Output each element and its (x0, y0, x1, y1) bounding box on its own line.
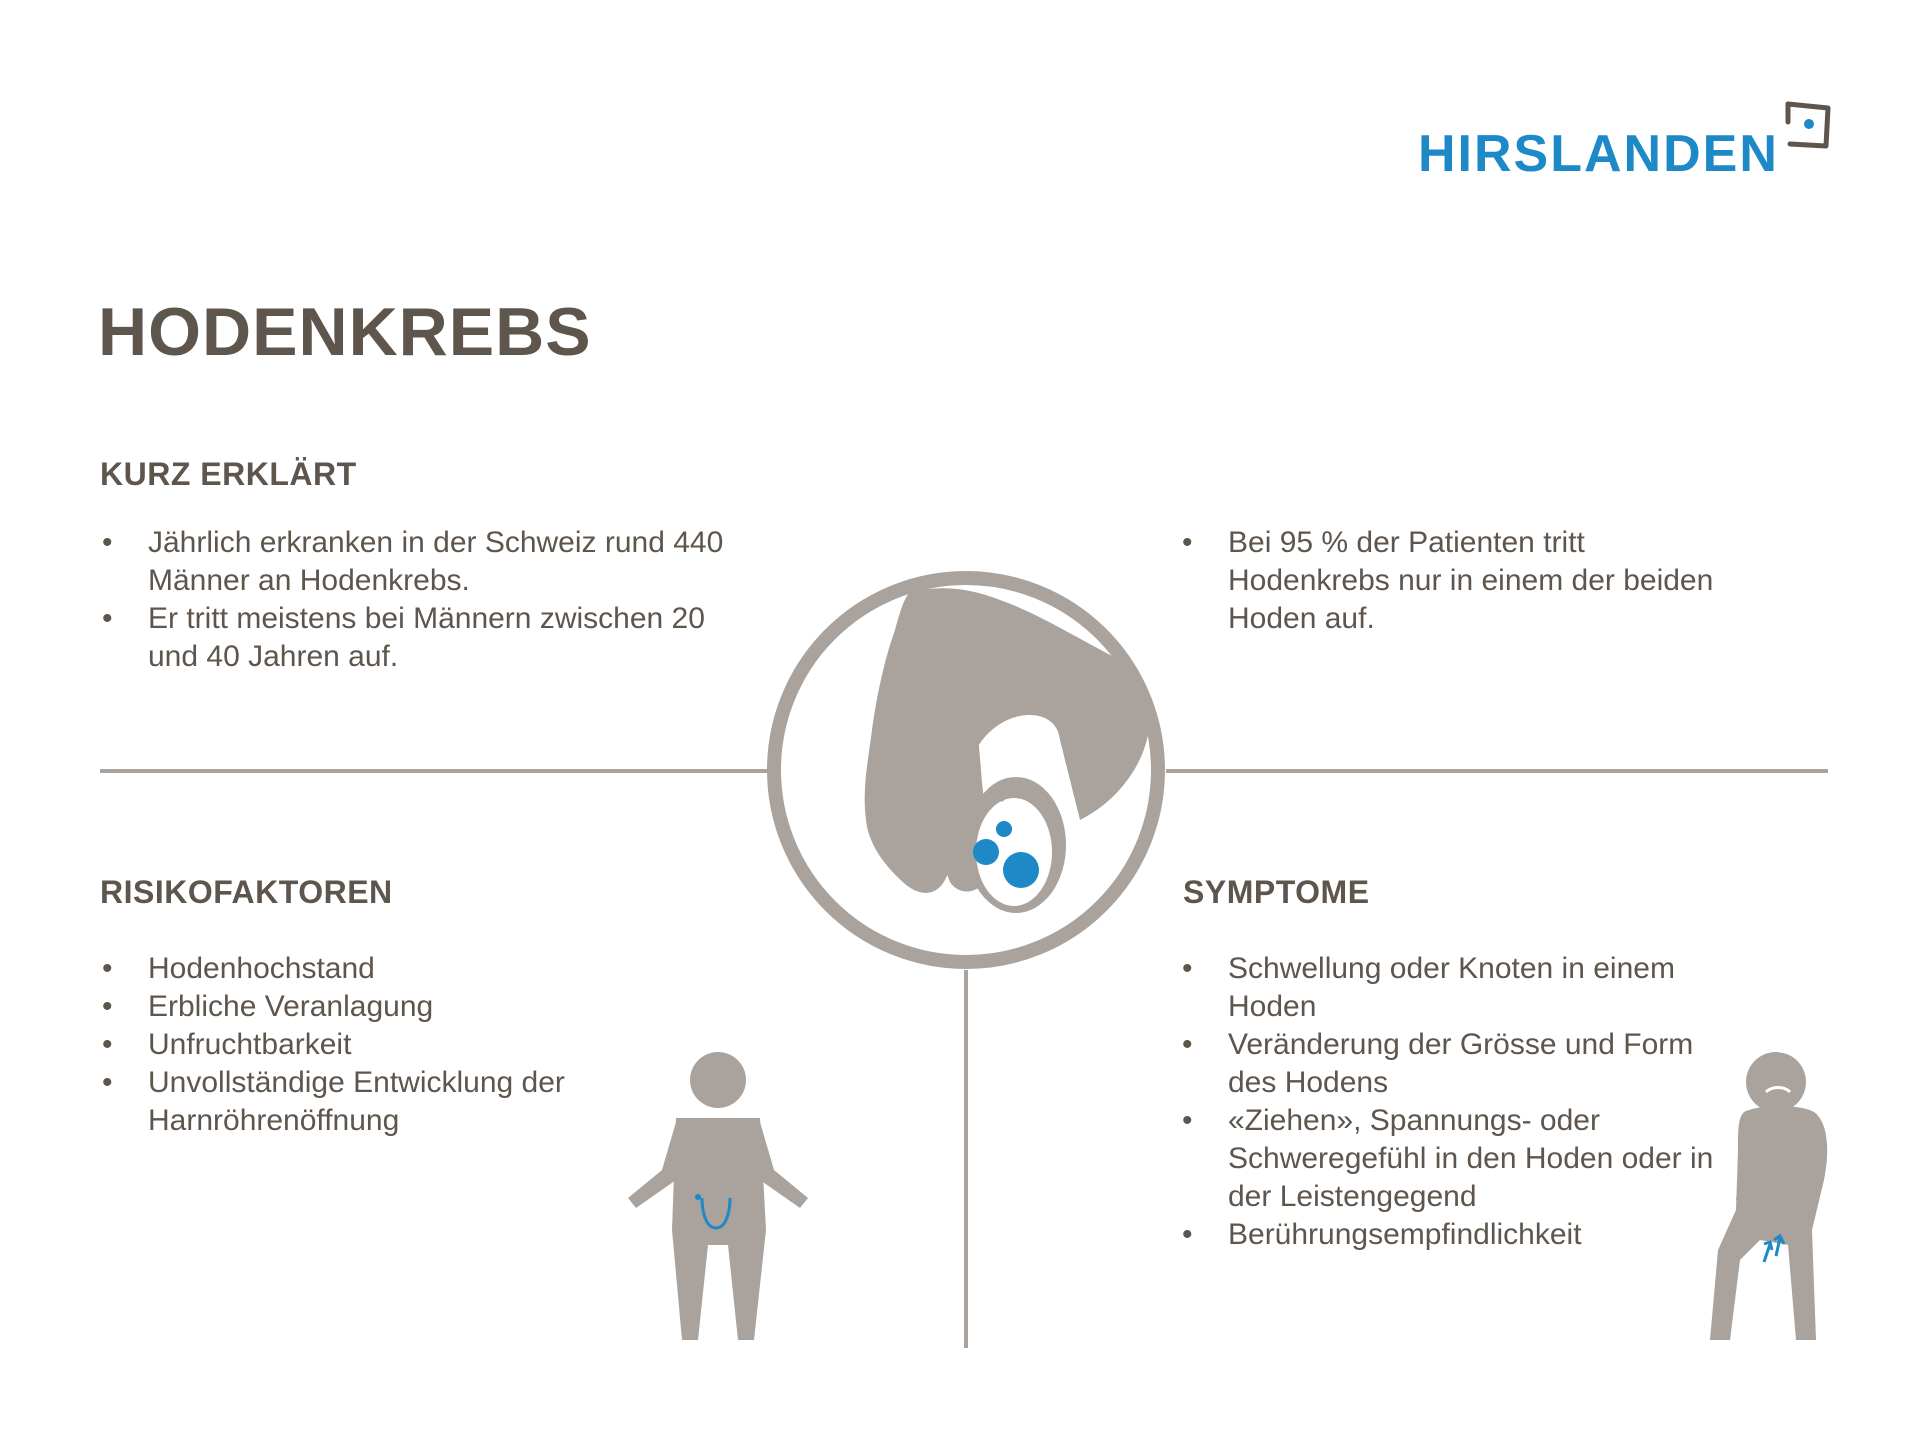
section-heading-symptome: SYMPTOME (1183, 874, 1370, 910)
list-item: • Schwellung oder Knoten in einem Hoden (1180, 950, 1720, 1026)
brand-logo-text: HIRSLANDEN (1418, 125, 1779, 183)
man-in-pain-icon (1710, 1052, 1827, 1340)
list-item: • Er tritt meistens bei Männern zwischen 20 und 40 Jahren auf. (100, 600, 760, 676)
list-item: • Hodenhochstand (100, 950, 660, 988)
section-heading-kurz-erklaert: KURZ ERKLÄRT (100, 456, 357, 492)
list-item: • Unvollständige Entwicklung der Harnröhrenöffnung (100, 1064, 660, 1140)
list-item: • Bei 95 % der Patienten tritt Hodenkrebs nur in einem der beiden Hoden auf. (1180, 524, 1740, 638)
list-item: • Berührungsempfindlichkeit (1180, 1216, 1720, 1254)
section-heading-risikofaktoren: RISIKOFAKTOREN (100, 874, 393, 910)
symptome-list (1180, 950, 1720, 1254)
list-item: • Erbliche Veranlagung (100, 988, 660, 1026)
list-item: • Unfruchtbarkeit (100, 1026, 660, 1064)
list-item: • Jährlich erkranken in der Schweiz rund 440 Männer an Hodenkrebs. (100, 524, 760, 600)
testicle-anatomy-icon (774, 578, 1158, 962)
risikofaktoren-list (100, 950, 660, 1140)
list-item: • «Ziehen», Spannungs- oder Schweregefühl in den Hoden oder in der Leistengegend (1180, 1102, 1720, 1216)
kurz-erklaert-list-left (100, 524, 760, 676)
list-item: • Veränderung der Grösse und Form des Hodens (1180, 1026, 1720, 1102)
kurz-erklaert-list-right (1180, 524, 1740, 638)
page-title: HODENKREBS (98, 294, 592, 370)
